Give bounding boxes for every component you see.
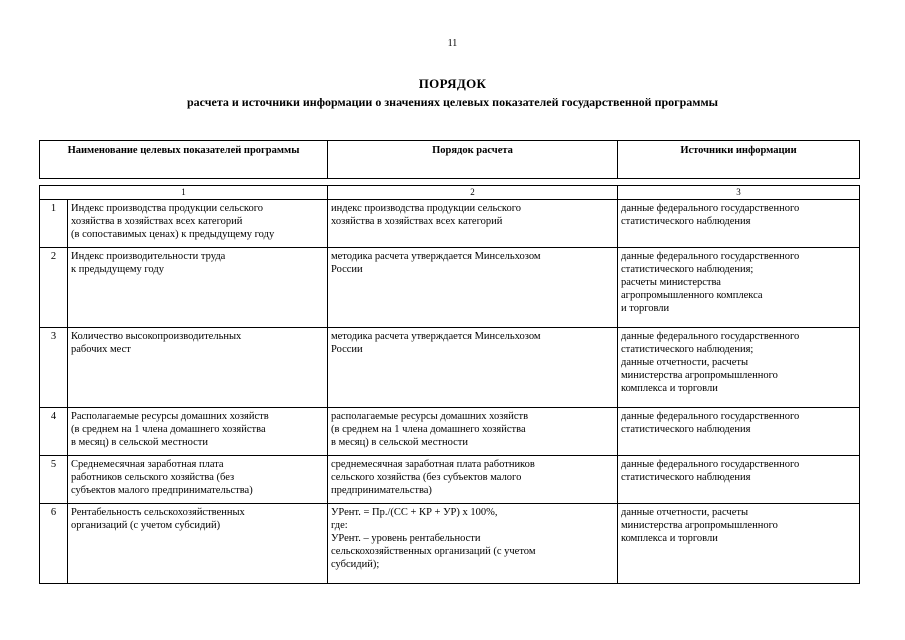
indicator-name-cell — [68, 200, 328, 248]
cell-text-line: статистического наблюдения — [621, 216, 751, 227]
cell-text-line: расчеты министерства — [621, 277, 721, 288]
cell-text-line: агропромышленного комплекса — [621, 290, 763, 301]
row-number: 1 — [40, 200, 68, 248]
indicator-name-cell — [68, 248, 328, 328]
information-source-cell — [618, 328, 860, 408]
cell-text-line: индекс производства продукции сельского — [331, 203, 522, 214]
cell-text-line: Индекс производительности труда — [71, 251, 226, 262]
cell-text-line: Количество высокопроизводительных — [71, 331, 242, 342]
row-number: 2 — [40, 248, 68, 328]
calculation-method-cell — [328, 456, 618, 504]
cell-text-line: данные федерального государственного — [621, 411, 800, 422]
cell-text-line: данные федерального государственного — [621, 251, 800, 262]
document-subtitle: расчета и источники информации о значениях целевых показателей государственной программы — [186, 95, 719, 109]
table-row — [40, 456, 860, 504]
cell-text-line: (в среднем на 1 члена домашнего хозяйства — [71, 424, 266, 435]
cell-text-line: министерства агропромышленного — [621, 370, 778, 381]
header-information-source: Источники информации — [618, 141, 860, 179]
cell-text-line: в месяц) в сельской местности — [71, 437, 208, 448]
cell-text-line: (в сопоставимых ценах) к предыдущему году — [71, 229, 275, 240]
header-indicator-name: Наименование целевых показателей программы — [40, 141, 328, 179]
column-number-row — [40, 186, 860, 200]
cell-text-line: методика расчета утверждается Минсельхозом — [331, 251, 541, 262]
row-number: 6 — [40, 504, 68, 584]
cell-text-line: субъектов малого предпринимательства) — [71, 485, 253, 496]
cell-text-line: данные федерального государственного — [621, 331, 800, 342]
table-gap-row — [40, 179, 860, 186]
page-number: 11 — [447, 38, 458, 49]
row-number: 3 — [40, 328, 68, 408]
cell-text-line: данные отчетности, расчеты — [621, 357, 749, 368]
cell-text-line: России — [331, 344, 363, 355]
cell-text-line: УРент. – уровень рентабельности — [331, 533, 481, 544]
cell-text-line: хозяйства в хозяйствах всех категорий — [71, 216, 243, 227]
cell-text-line: данные федерального государственного — [621, 203, 800, 214]
cell-text-line: статистического наблюдения — [621, 472, 751, 483]
indicator-name-cell — [68, 328, 328, 408]
table-row — [40, 328, 860, 408]
header-calculation-method: Порядок расчета — [328, 141, 618, 179]
information-source-cell — [618, 408, 860, 456]
cell-text-line: Рентабельность сельскохозяйственных — [71, 507, 245, 518]
calculation-method-cell — [328, 328, 618, 408]
cell-text-line: организаций (с учетом субсидий) — [71, 520, 221, 531]
cell-text-line: Индекс производства продукции сельского — [71, 203, 263, 214]
column-number: 2 — [328, 186, 618, 200]
cell-text-line: сельского хозяйства (без субъектов малого — [331, 472, 522, 483]
cell-text-line: и торговли — [621, 303, 670, 314]
row-number: 5 — [40, 456, 68, 504]
cell-text-line: комплекса и торговли — [621, 533, 718, 544]
cell-text-line: сельскохозяйственных организаций (с учетом — [331, 546, 536, 557]
indicator-name-cell — [68, 408, 328, 456]
cell-text-line: (в среднем на 1 члена домашнего хозяйства — [331, 424, 526, 435]
cell-text-line: работников сельского хозяйства (без — [71, 472, 235, 483]
cell-text-line: статистического наблюдения; — [621, 344, 754, 355]
cell-text-line: статистического наблюдения — [621, 424, 751, 435]
calculation-method-cell — [328, 200, 618, 248]
indicator-name-cell — [68, 456, 328, 504]
cell-text-line: где: — [331, 520, 348, 531]
column-number: 1 — [40, 186, 328, 200]
cell-text-line: статистического наблюдения; — [621, 264, 754, 275]
information-source-cell — [618, 456, 860, 504]
cell-text-line: хозяйства в хозяйствах всех категорий — [331, 216, 503, 227]
cell-text-line: комплекса и торговли — [621, 383, 718, 394]
column-number: 3 — [618, 186, 860, 200]
cell-text-line: субсидий); — [331, 559, 380, 570]
table-row — [40, 200, 860, 248]
cell-text-line: России — [331, 264, 363, 275]
cell-text-line: среднемесячная заработная плата работников — [331, 459, 535, 470]
table-row — [40, 504, 860, 584]
cell-text-line: в месяц) в сельской местности — [331, 437, 468, 448]
cell-text-line: предпринимательства) — [331, 485, 432, 496]
calculation-method-cell — [328, 408, 618, 456]
information-source-cell — [618, 200, 860, 248]
indicators-table — [39, 140, 860, 584]
cell-text-line: методика расчета утверждается Минсельхозом — [331, 331, 541, 342]
document-title: ПОРЯДОК — [418, 76, 487, 91]
indicator-name-cell — [68, 504, 328, 584]
table-row — [40, 248, 860, 328]
cell-text-line: данные федерального государственного — [621, 459, 800, 470]
information-source-cell — [618, 248, 860, 328]
cell-text-line: данные отчетности, расчеты — [621, 507, 749, 518]
information-source-cell — [618, 504, 860, 584]
cell-text-line: министерства агропромышленного — [621, 520, 778, 531]
cell-text-line: располагаемые ресурсы домашних хозяйств — [331, 411, 529, 422]
calculation-method-cell — [328, 504, 618, 584]
row-number: 4 — [40, 408, 68, 456]
calculation-method-cell — [328, 248, 618, 328]
cell-text-line: к предыдущему году — [71, 264, 164, 275]
cell-text-line: рабочих мест — [71, 344, 131, 355]
cell-text-line: Располагаемые ресурсы домашних хозяйств — [71, 411, 269, 422]
cell-text-line: УРент. = Пр./(СС + КР + УР) х 100%, — [331, 507, 498, 518]
table-row — [40, 408, 860, 456]
table-header-row — [40, 141, 860, 179]
cell-text-line: Среднемесячная заработная плата — [71, 459, 224, 470]
